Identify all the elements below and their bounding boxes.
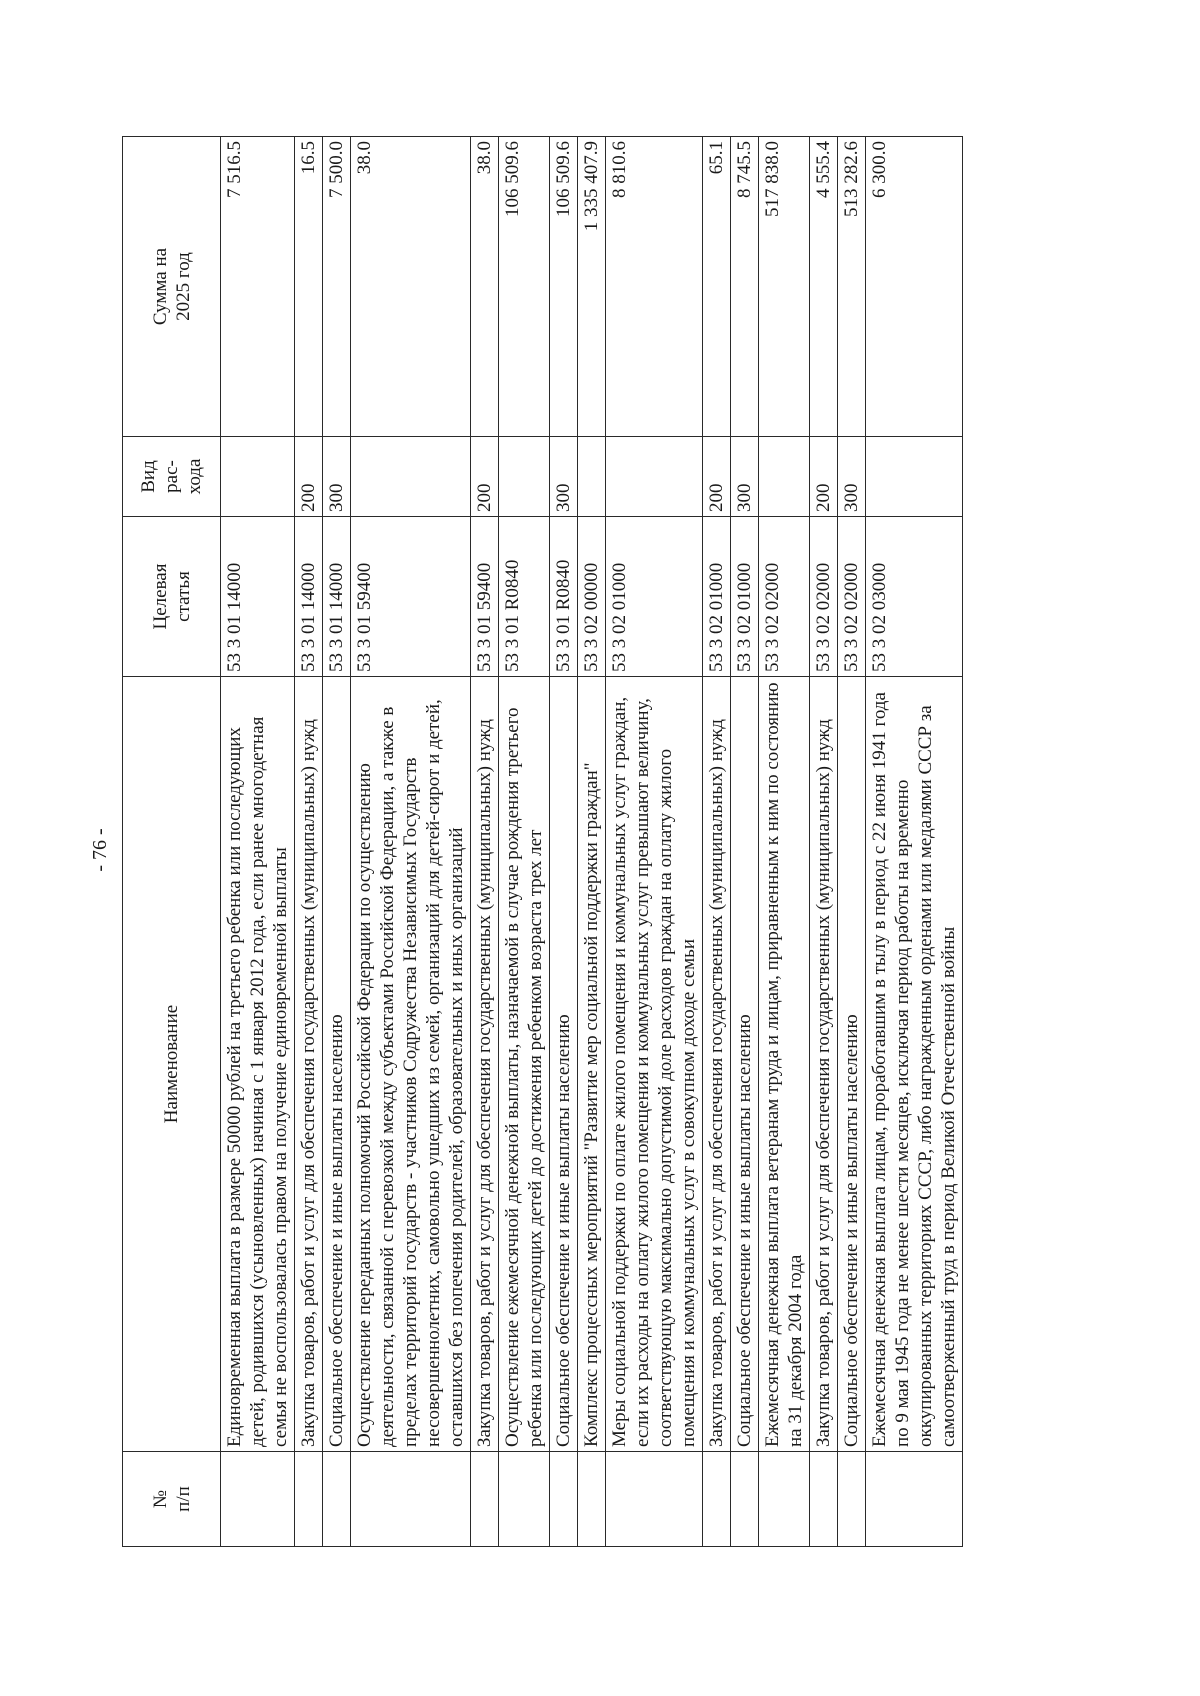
cell-code: 53 3 01 R0840 [550, 517, 578, 677]
table-row [323, 137, 351, 1547]
cell-code: 53 3 01 14000 [323, 517, 351, 677]
cell-name: Осуществление переданных полномочий Российской Федерации по осуществлению деятельности, связанной с перевозкой между субъектами Российской Федерации, а также в пределах территорий государств - участников Содружества Независимых Государств несовершеннолетних, самовольно ушедших из семей, организаций для детей-сирот и детей, оставшихся без попечения родителей, образовательных и иных организаций [351, 677, 471, 1452]
cell-code: 53 3 02 01000 [703, 517, 731, 677]
cell-sum: 38.0 [471, 137, 499, 437]
cell-name: Социальное обеспечение и иные выплаты населению [838, 677, 866, 1452]
table-row [295, 137, 323, 1547]
cell-num [606, 1452, 703, 1547]
cell-name: Социальное обеспечение и иные выплаты населению [550, 677, 578, 1452]
cell-code: 53 3 01 14000 [295, 517, 323, 677]
cell-code: 53 3 01 59400 [351, 517, 471, 677]
table-row [499, 137, 550, 1547]
cell-num [866, 1452, 963, 1547]
cell-kind: 300 [550, 437, 578, 517]
cell-num [499, 1452, 550, 1547]
cell-code: 53 3 02 01000 [731, 517, 759, 677]
cell-kind: 300 [323, 437, 351, 517]
cell-num [731, 1452, 759, 1547]
table-row [838, 137, 866, 1547]
cell-name: Ежемесячная денежная выплата ветеранам труда и лицам, приравненным к ним по состоянию на 31 декабря 2004 года [759, 677, 810, 1452]
cell-kind: 300 [838, 437, 866, 517]
cell-num [323, 1452, 351, 1547]
cell-sum: 65.1 [703, 137, 731, 437]
cell-name: Закупка товаров, работ и услуг для обеспечения государственных (муниципальных) нужд [703, 677, 731, 1452]
header-num: № п/п [123, 1452, 221, 1547]
cell-code: 53 3 02 01000 [606, 517, 703, 677]
cell-sum: 7 516.5 [221, 137, 295, 437]
cell-kind [351, 437, 471, 517]
cell-kind: 200 [810, 437, 838, 517]
cell-code: 53 3 02 02000 [838, 517, 866, 677]
cell-kind: 200 [703, 437, 731, 517]
cell-code: 53 3 02 02000 [810, 517, 838, 677]
cell-name: Социальное обеспечение и иные выплаты населению [731, 677, 759, 1452]
cell-sum: 513 282.6 [838, 137, 866, 437]
cell-num [295, 1452, 323, 1547]
cell-sum: 6 300.0 [866, 137, 963, 437]
cell-num [578, 1452, 606, 1547]
cell-code: 53 3 01 R0840 [499, 517, 550, 677]
cell-num [351, 1452, 471, 1547]
header-kind: Вид рас- хода [123, 437, 221, 517]
header-sum: Сумма на 2025 год [123, 137, 221, 437]
table-header-row [123, 137, 221, 1547]
table-row [866, 137, 963, 1547]
cell-code: 53 3 01 14000 [221, 517, 295, 677]
cell-kind: 200 [295, 437, 323, 517]
table-row [578, 137, 606, 1547]
cell-num [550, 1452, 578, 1547]
header-name: Наименование [123, 677, 221, 1452]
cell-name: Закупка товаров, работ и услуг для обеспечения государственных (муниципальных) нужд [471, 677, 499, 1452]
table-row [606, 137, 703, 1547]
cell-code: 53 3 02 00000 [578, 517, 606, 677]
table-row [703, 137, 731, 1547]
cell-name: Осуществление ежемесячной денежной выплаты, назначаемой в случае рождения третьего ребенка или последующих детей до достижения ребенком возраста трех лет [499, 677, 550, 1452]
page-number: - 76 - [89, 828, 111, 872]
rotated-page-content [122, 137, 1072, 1547]
cell-name: Комплекс процессных мероприятий "Развитие мер социальной поддержки граждан" [578, 677, 606, 1452]
cell-sum: 16.5 [295, 137, 323, 437]
budget-table [122, 136, 963, 1547]
cell-sum: 8 745.5 [731, 137, 759, 437]
cell-sum: 38.0 [351, 137, 471, 437]
cell-name: Социальное обеспечение и иные выплаты населению [323, 677, 351, 1452]
cell-code: 53 3 02 03000 [866, 517, 963, 677]
cell-code: 53 3 02 02000 [759, 517, 810, 677]
cell-sum: 517 838.0 [759, 137, 810, 437]
table-row [731, 137, 759, 1547]
cell-sum: 8 810.6 [606, 137, 703, 437]
cell-name: Ежемесячная денежная выплата лицам, проработавшим в тылу в период с 22 июня 1941 года по 9 мая 1945 года не менее шести месяцев, исключая период работы на временно оккупированных территориях СССР, либо награжденным орденами или медалями СССР за самоотверженный труд в период Великой Отечественной войны [866, 677, 963, 1452]
cell-num [471, 1452, 499, 1547]
cell-num [759, 1452, 810, 1547]
table-row [221, 137, 295, 1547]
header-code: Целевая статья [123, 517, 221, 677]
table-row [810, 137, 838, 1547]
cell-num [703, 1452, 731, 1547]
cell-kind: 200 [471, 437, 499, 517]
cell-sum: 4 555.4 [810, 137, 838, 437]
cell-kind [578, 437, 606, 517]
cell-sum: 106 509.6 [550, 137, 578, 437]
cell-kind [606, 437, 703, 517]
cell-num [221, 1452, 295, 1547]
cell-sum: 106 509.6 [499, 137, 550, 437]
cell-kind [866, 437, 963, 517]
cell-sum: 1 335 407.9 [578, 137, 606, 437]
cell-sum: 7 500.0 [323, 137, 351, 437]
cell-name: Меры социальной поддержки по оплате жилого помещения и коммунальных услуг граждан, если их расходы на оплату жилого помещения и коммунальных услуг превышают величину, соответствующую максимально допустимой доле расходов граждан на оплату жилого помещения и коммунальных услуг в совокупном доходе семьи [606, 677, 703, 1452]
table-row [351, 137, 471, 1547]
cell-name: Единовременная выплата в размере 50000 рублей на третьего ребенка или последующих детей, родившихся (усыновленных) начиная с 1 января 2012 года, если ранее многодетная семья не воспользовалась правом на получение единовременной выплаты [221, 677, 295, 1452]
cell-name: Закупка товаров, работ и услуг для обеспечения государственных (муниципальных) нужд [810, 677, 838, 1452]
cell-code: 53 3 01 59400 [471, 517, 499, 677]
cell-kind: 300 [731, 437, 759, 517]
cell-kind [499, 437, 550, 517]
table-row [759, 137, 810, 1547]
cell-kind [759, 437, 810, 517]
cell-kind [221, 437, 295, 517]
cell-num [810, 1452, 838, 1547]
table-row [471, 137, 499, 1547]
table-row [550, 137, 578, 1547]
cell-num [838, 1452, 866, 1547]
cell-name: Закупка товаров, работ и услуг для обеспечения государственных (муниципальных) нужд [295, 677, 323, 1452]
